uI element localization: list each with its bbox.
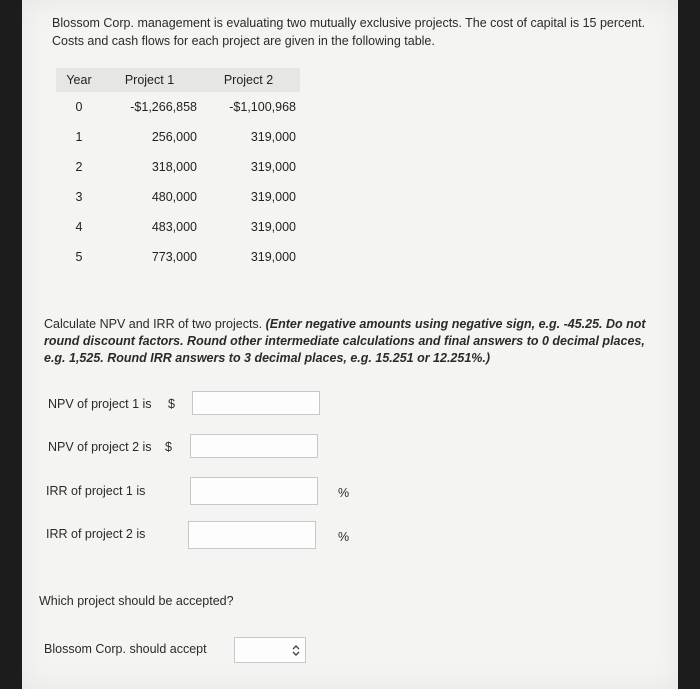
project-select-dropdown[interactable] (234, 637, 306, 663)
question-page (22, 0, 678, 689)
project-1-cell: 256,000 (151, 130, 197, 144)
project-2-cell: 319,000 (250, 220, 296, 234)
table-row (56, 212, 300, 242)
year-cell: 5 (75, 250, 83, 264)
irr-project-1-percent: % (338, 486, 350, 500)
project-1-cell: 318,000 (151, 160, 197, 174)
decision-question: Which project should be accepted? (39, 594, 234, 608)
decision-label: Blossom Corp. should accept (44, 642, 207, 656)
instructions-text (44, 316, 654, 367)
irr-project-2-input[interactable] (188, 521, 316, 549)
updown-chevron-icon (292, 644, 300, 661)
irr-project-2-label: IRR of project 2 is (46, 527, 146, 541)
table-row (56, 92, 300, 122)
year-cell: 0 (75, 100, 83, 114)
npv-project-2-label: NPV of project 2 is (48, 440, 152, 454)
project-2-cell: -$1,100,968 (229, 100, 296, 114)
problem-intro: Blossom Corp. management is evaluating two mutually exclusive projects. The cost of capital is 15 percent. Costs and cash flows for each project are given in the following table. (52, 16, 646, 48)
header-year: Year (56, 68, 102, 92)
project-2-cell: 319,000 (250, 130, 296, 144)
npv-project-1-input[interactable] (192, 391, 320, 415)
cash-flow-table (56, 68, 300, 272)
table-row (56, 242, 300, 272)
project-2-cell: 319,000 (250, 250, 296, 264)
year-cell: 2 (75, 160, 83, 174)
project-2-cell: 319,000 (250, 190, 296, 204)
year-cell: 3 (75, 190, 83, 204)
table-row (56, 152, 300, 182)
npv-project-1-currency: $ (168, 397, 175, 411)
npv-project-2-currency: $ (165, 440, 172, 454)
year-cell: 1 (75, 130, 83, 144)
npv-project-2-input[interactable] (190, 434, 318, 458)
instructions-lead: Calculate NPV and IRR of two projects. (44, 317, 266, 331)
header-project-1: Project 1 (102, 68, 201, 92)
table-header-row (56, 68, 300, 92)
instructions-rounding-note: (Enter negative amounts using negative sign, e.g. -45.25. Do not round discount factors. Round other intermediate calculations and final answers to 0 decimal places, e.g. 1,525. Round IRR answers to 3 decimal places, e.g. 15.251 or 12.251%.) (44, 317, 646, 365)
npv-project-1-label: NPV of project 1 is (48, 397, 152, 411)
project-1-cell: 483,000 (151, 220, 197, 234)
table-row (56, 182, 300, 212)
year-cell: 4 (75, 220, 83, 234)
table-row (56, 122, 300, 152)
project-2-cell: 319,000 (250, 160, 296, 174)
project-1-cell: -$1,266,858 (130, 100, 197, 114)
project-1-cell: 480,000 (151, 190, 197, 204)
irr-project-1-label: IRR of project 1 is (46, 484, 146, 498)
irr-project-2-percent: % (338, 530, 350, 544)
irr-project-1-input[interactable] (190, 477, 318, 505)
project-1-cell: 773,000 (151, 250, 197, 264)
header-project-2: Project 2 (201, 68, 300, 92)
